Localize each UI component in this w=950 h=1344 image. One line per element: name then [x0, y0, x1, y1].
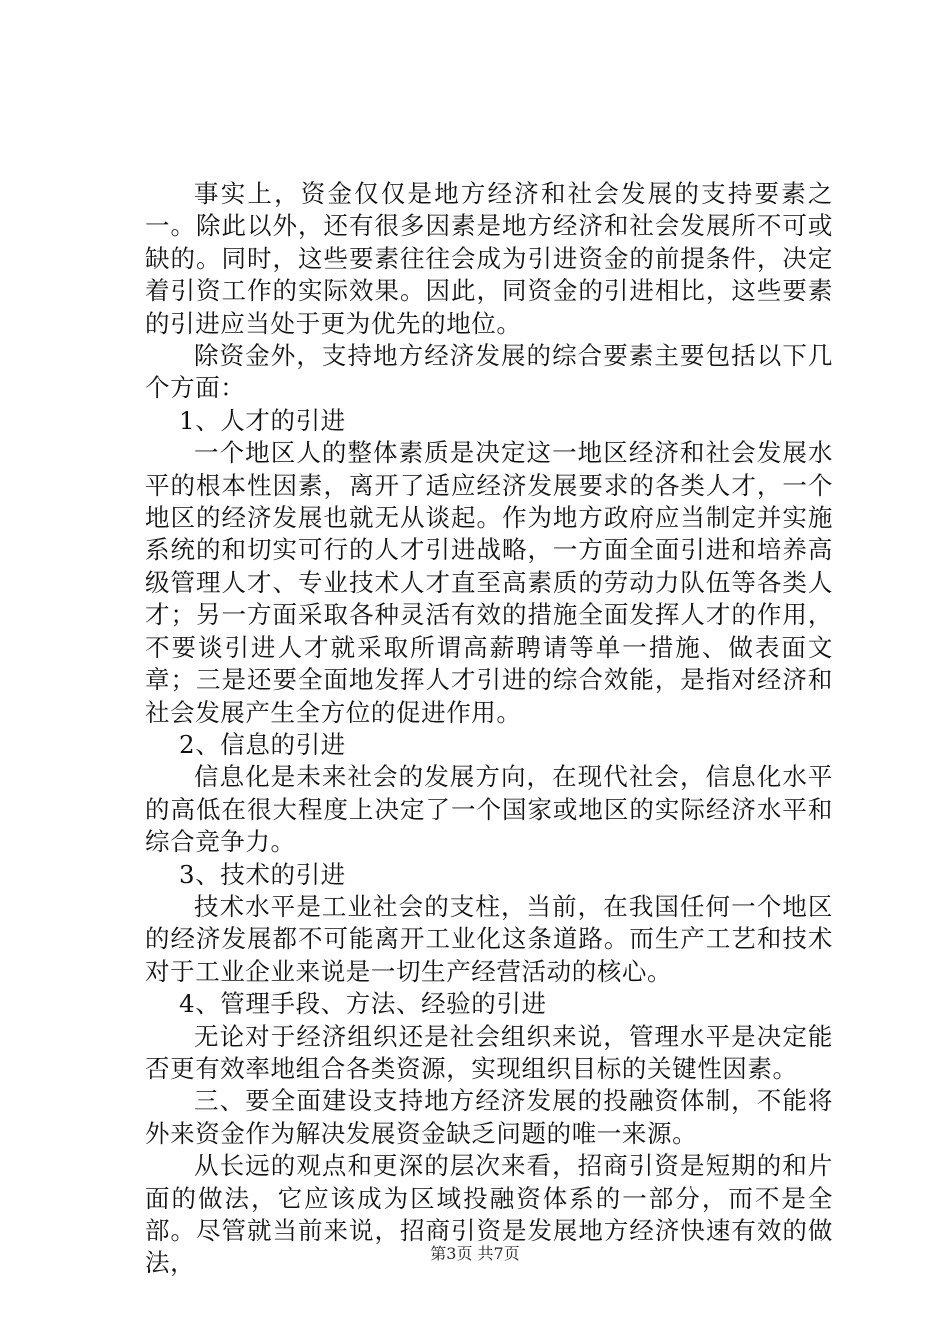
- paragraph: 一个地区人的整体素质是决定这一地区经济和社会发展水平的根本性因素，离开了适应经济发展要求的各类人才，一个地区的经济发展也就无从谈起。作为地方政府应当制定并实施系统的和切实可行的人才引进战略，一方面全面引进和培养高级管理人才、专业技术人才直至高素质的劳动力队伍等各类人才；另一方面采取各种灵活有效的措施全面发挥人才的作用，不要谈引进人才就采取所谓高薪聘请等单一措施、做表面文章；三是还要全面地发挥人才引进的综合效能，是指对经济和社会发展产生全方位的促进作用。: [145, 438, 833, 727]
- section-heading: 1、人才的引进: [179, 405, 346, 435]
- paragraph: 从长远的观点和更深的层次来看，招商引资是短期的和片面的做法，它应该成为区域投融资体系的一部分，而不是全部。尽管就当前来说，招商引资是发展地方经济快速有效的做法，: [145, 1151, 833, 1278]
- paragraph: 技术水平是工业社会的支柱，当前，在我国任何一个地区的经济发展都不可能离开工业化这条道路。而生产工艺和技术对于工业企业来说是一切生产经营活动的核心。: [145, 891, 833, 986]
- section-heading: 4、管理手段、方法、经验的引进: [179, 989, 547, 1019]
- page-number-footer: 第3页 共7页: [430, 1244, 520, 1263]
- section-heading: 3、技术的引进: [179, 859, 346, 889]
- paragraph: 无论对于经济组织还是社会组织来说，管理水平是决定能否更有效率地组合各类资源，实现组织目标的关键性因素。: [145, 1021, 833, 1083]
- paragraph: 信息化是未来社会的发展方向，在现代社会，信息化水平的高低在很大程度上决定了一个国家或地区的实际经济水平和综合竞争力。: [145, 762, 833, 857]
- paragraph: 三、要全面建设支持地方经济发展的投融资体制，不能将外来资金作为解决发展资金缺乏问题的唯一来源。: [145, 1086, 833, 1148]
- paragraph: 除资金外，支持地方经济发展的综合要素主要包括以下几个方面：: [145, 341, 833, 403]
- paragraph: 事实上，资金仅仅是地方经济和社会发展的支持要素之一。除此以外，还有很多因素是地方经济和社会发展所不可或缺的。同时，这些要素往往会成为引进资金的前提条件，决定着引资工作的实际效果。因此，同资金的引进相比，这些要素的引进应当处于更为优先的地位。: [145, 179, 833, 338]
- section-heading: 2、信息的引进: [179, 729, 346, 759]
- document-body: [145, 178, 833, 1280]
